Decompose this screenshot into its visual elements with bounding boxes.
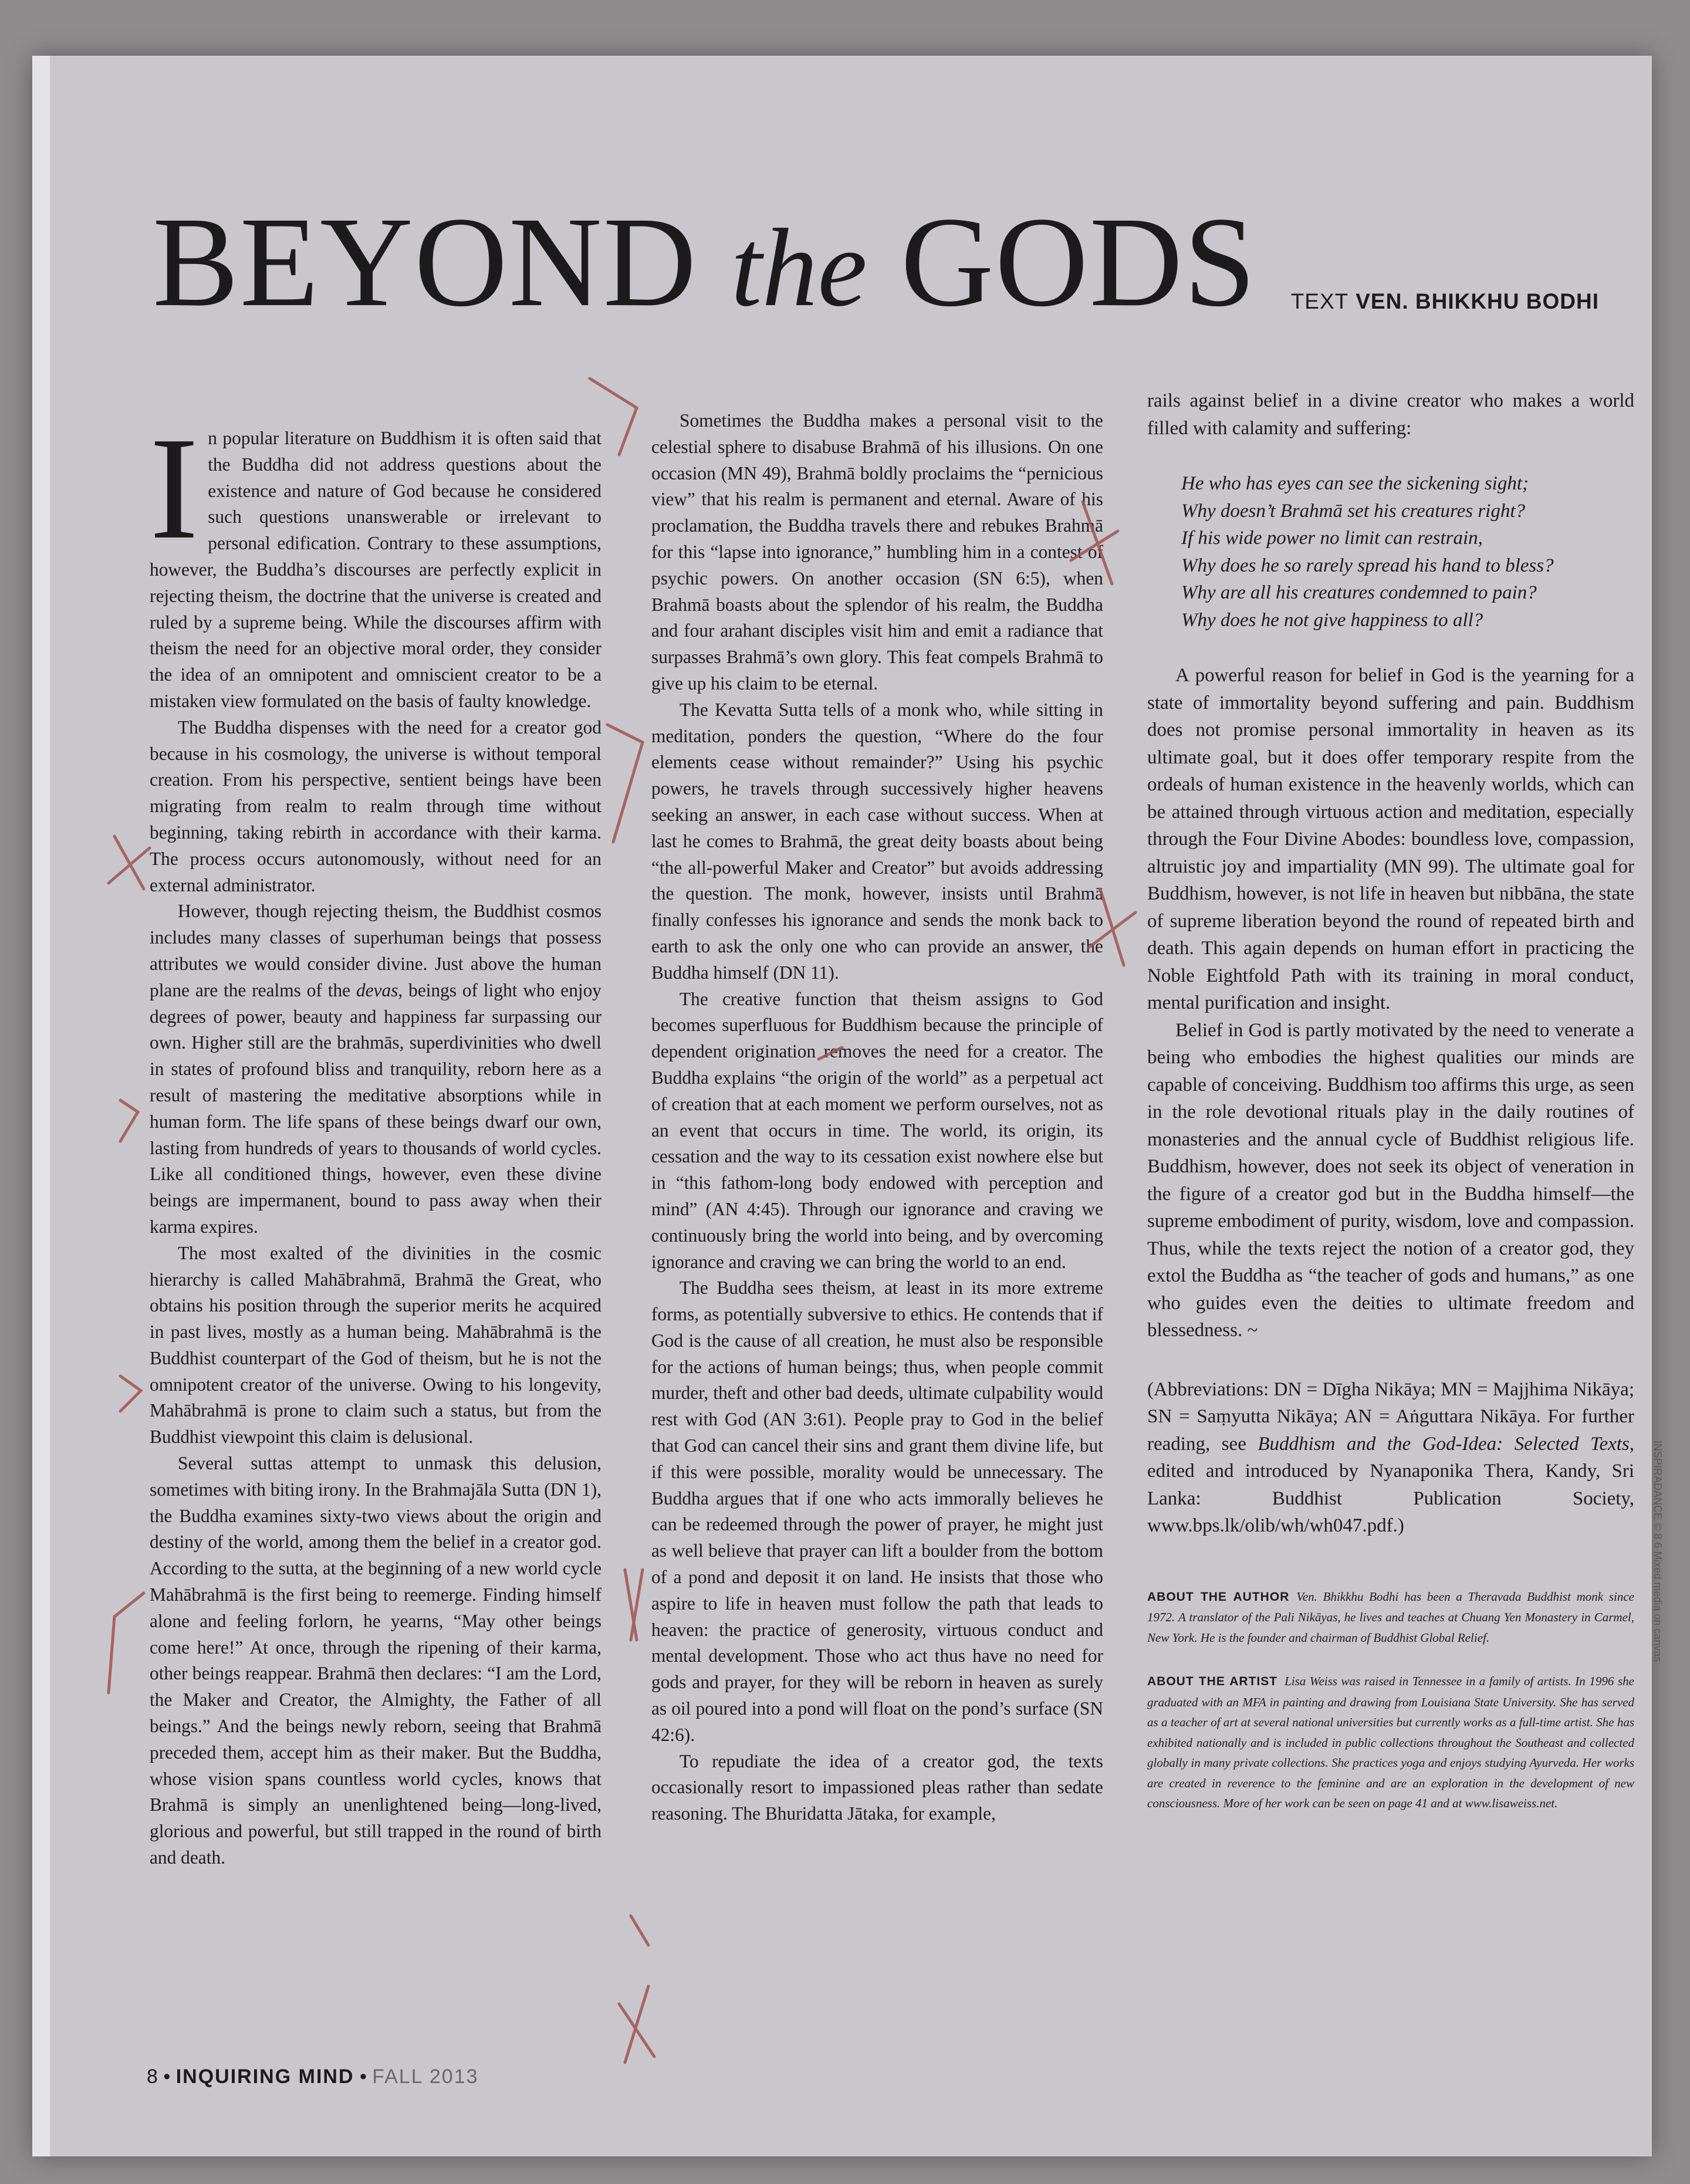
issue-season: FALL 2013 <box>372 2065 479 2088</box>
pencil-mark <box>120 1376 141 1411</box>
paragraph: The creative function that theism assigns to God becomes superfluous for Buddhism because the principle of dependent origination removes the need for a creator. The Buddha explains “the origin of the world” as a perpetual act of creation that at each moment we perform ourselves, not as an event that occurs in time. The world, its origin, its cessation and the way to its cessation exist nowhere else but in “this fathom-long body endowed with perception and mind” (AN 4:45). Through our ignorance and craving we continuously bring the world into being, and by overcoming ignorance and craving we can bring the world to an end. <box>651 988 1103 1272</box>
paragraph <box>1147 1376 1634 1540</box>
about-artist-label: ABOUT THE ARTIST <box>1147 1675 1278 1688</box>
end-mark: ~ <box>1247 1320 1258 1341</box>
artwork-caption-text: INSPIRADANCE © 8 6 Mixed media on canvas <box>1652 1441 1664 1662</box>
pencil-mark <box>607 725 643 842</box>
about-artist <box>1147 1671 1634 1814</box>
article-column-1 <box>150 407 601 1871</box>
poem-line: If his wide power no limit can restrain, <box>1181 528 1483 549</box>
paragraph-text: , beings of light who enjoy degrees of power, beauty and happiness far surpassing our own. Higher still are the brahmās, superdivinities who dwell in states of profound bliss and tranquility, reborn here as a result of mastering the meditative absorptions while in human form. The life spans of these beings dwarf our own, lasting from hundreds of years to thousands of world cycles. Like all conditioned things, however, even these divine beings are impermanent, bound to pass away when their karma expires. <box>150 979 601 1237</box>
paragraph-text: However, though rejecting theism, the Buddhist cosmos includes many classes of superhuman beings that possess attributes we would consider divine. Just above the human plane are the realms of the <box>150 901 601 1000</box>
footer-separator: • <box>163 2065 171 2088</box>
abbreviations-note <box>1147 1376 1634 1540</box>
poem-line: Why doesn’t Brahmā set his creatures right? <box>1181 500 1525 522</box>
pencil-mark <box>625 1570 643 1640</box>
paragraph <box>150 898 601 1240</box>
pencil-mark <box>109 1593 144 1693</box>
poem-line: He who has eyes can see the sickening sight; <box>1181 473 1529 494</box>
paragraph: The Buddha sees theism, at least in its more extreme forms, as potentially subversive to ethics. He contends that if God is the cause of all creation, he must also be responsible for the actions of human beings; thus, when people commit murder, theft and other bad deeds, ultimate culpability would rest with God (AN 3:61). People pray to God in the belief that God can cancel their sins and grant them divine life, but if this were possible, morality would be unnecessary. The Buddha argues that if one who acts immorally believes he can be redeemed through the power of prayer, he might just as well believe that prayer can lift a boulder from the bottom of a pond and deposit it on land. He insists that those who aspire to life in heaven must follow the path that leads to heaven: the practice of generosity, virtuous conduct and mental development. Those who act thus have no need for gods and prayer, for they will be reborn in heaven as surely as oil poured into a pond will float on the pond’s surface (SN 42:6). <box>651 1277 1103 1745</box>
abbr-text: (Abbreviations: DN = Dīgha Nikāya; MN = Majjhima Nikāya; SN = Saṃyutta Nikāya; AN = Aṅguttara Nikāya. For further reading, see <box>1147 1378 1634 1455</box>
poem-quote <box>1181 470 1634 634</box>
title-part-the: the <box>731 207 867 330</box>
paragraph: A powerful reason for belief in God is the yearning for a state of immortality beyond suffering and pain. Buddhism does not promise personal immortality in heaven as its ultimate goal, but it does offer temporary respite from the ordeals of human existence in the heavenly worlds, which can be attained through virtuous action and meditation, especially through the Four Divine Abodes: boundless love, compassion, altruistic joy and impartiality (MN 99). The ultimate goal for Buddhism, however, is not life in heaven but nibbāna, the state of supreme liberation beyond the round of repeated birth and death. This again depends on human effort in practicing the Noble Eightfold Path with its training in moral conduct, mental purification and insight. <box>1147 665 1634 1013</box>
paragraph: The most exalted of the divinities in the cosmic hierarchy is called Mahābrahmā, Brahmā the Great, who obtains his position through the superior merits he acquired in past lives, mostly as a human being. Mahābrahmā is the Buddhist counterpart of the God of theism, but he is not the omnipotent creator of the universe. Owing to his longevity, Mahābrahmā is prone to claim such a status, but from the Buddhist viewpoint this claim is delusional. <box>150 1242 601 1448</box>
paragraph: The Buddha dispenses with the need for a creator god because in his cosmology, the universe is without temporal creation. From his perspective, sentient beings have been migrating from realm to realm through time without beginning, taking rebirth in accordance with their karma. The process occurs autonomously, without need for an external administrator. <box>150 716 601 895</box>
paragraph: To repudiate the idea of a creator god, the texts occasionally resort to impassioned pleas rather than sedate reasoning. The Bhuridatta Jātaka, for example, <box>651 1750 1103 1824</box>
pencil-mark <box>120 1100 138 1141</box>
paragraph: Several suttas attempt to unmask this delusion, sometimes with biting irony. In the Brahmajāla Sutta (DN 1), the Buddha examines sixty-two views about the origin and destiny of the world, among them the belief in a creator god. According to the sutta, at the beginning of a new world cycle Mahābrahmā is the first being to reemerge. Finding himself alone and feeling forlorn, he yearns, “May other beings come here!” At once, through the ripening of their karma, other beings reappear. Brahmā then declares: “I am the Lord, the Maker and Creator, the Almighty, the Father of all beings.” And the beings newly reborn, seeing that Brahmā preceded them, accept him as their maker. But the Buddha, whose vision spans countless world cycles, knows that Brahmā is simply an unenlightened being—long-lived, glorious and powerful, but still trapped in the round of birth and death. <box>150 1453 601 1868</box>
pencil-mark <box>619 1916 654 2063</box>
about-author-label: ABOUT THE AUTHOR <box>1147 1590 1290 1604</box>
poem-line: Why are all his creatures condemned to pain? <box>1181 582 1537 603</box>
book-title: Buddhism and the God-Idea: Selected Texts <box>1258 1433 1630 1455</box>
paragraph <box>1147 1017 1634 1344</box>
drop-cap: I <box>150 407 199 570</box>
abbr-text: , edited and introduced by Nyanaponika Thera, Kandy, Sri Lanka: Buddhist Publication Society, www.bps.lk/olib/wh/wh047.pdf.) <box>1147 1433 1634 1536</box>
italic-term: devas <box>356 979 398 1000</box>
page-footer <box>147 2065 479 2088</box>
byline <box>1291 289 1599 314</box>
paragraph-text: n popular literature on Buddhism it is often said that the Buddha did not address questions about the existence and nature of God because he considered such questions unanswerable or irrelevant to personal edification. Contrary to these assumptions, however, the Buddha’s discourses are perfectly explicit in rejecting theism, the doctrine that the universe is created and ruled by a supreme being. While the discourses affirm with theism the need for an objective moral order, they consider the idea of an omnipotent and omniscient creator to be a mistaken view formulated on the basis of faulty knowledge. <box>150 428 601 711</box>
magazine-page <box>32 56 1664 2156</box>
paragraph: Sometimes the Buddha makes a personal visit to the celestial sphere to disabuse Brahmā of his illusions. On one occasion (MN 49), Brahmā boldly proclaims the “pernicious view” that his realm is permanent and eternal. Aware of his proclamation, the Buddha travels there and rebukes Brahmā for this “lapse into ignorance,” humbling him in a contest of psychic powers. On another occasion (SN 6:5), when Brahmā boasts about the splendor of his realm, the Buddha and four arahant disciples visit him and emit a radiance that surpasses Brahmā’s own glory. This feat compels Brahmā to give up his claim to be eternal. <box>651 410 1103 694</box>
article-column-2 <box>651 408 1103 1827</box>
byline-label: TEXT <box>1290 289 1349 313</box>
about-author <box>1147 1587 1634 1648</box>
article-column-3 <box>1147 387 1634 1837</box>
about-artist-text: Lisa Weiss was raised in Tennessee in a family of artists. In 1996 she graduated with an MFA in painting and drawing from Louisiana State University. She has served as a teacher of art at several national universities but currently works as a full-time artist. She has exhibited nationally and is included in public collections throughout the Southeast and collected globally in many private collections. She practices yoga and enjoys studying Ayurveda. Her works are created in reverence to the feminine and are an exploration in the development of new consciousness. More of her work can be seen on page 41 and at www.lisaweiss.net. <box>1147 1674 1634 1810</box>
article-title <box>153 188 1257 336</box>
poem-line: Why does he so rarely spread his hand to bless? <box>1181 555 1554 576</box>
title-part-beyond: BEYOND <box>153 190 731 333</box>
paragraph: rails against belief in a divine creator who makes a world filled with calamity and suffering: <box>1147 390 1634 439</box>
poem-line: Why does he not give happiness to all? <box>1181 609 1483 631</box>
paragraph <box>150 407 601 715</box>
paragraph-text: Belief in God is partly motivated by the need to venerate a being who embodies the highest qualities our minds are capable of conceiving. Buddhism too affirms this urge, as seen in the role devotional rituals play in the daily routines of monasteries and the annual cycle of Buddhist religious life. Buddhism, however, does not seek its object of veneration in the figure of a creator god but in the Buddha himself—the supreme embodiment of purity, wisdom, love and compassion. Thus, while the texts reject the notion of a creator god, they extol the Buddha as “the teacher of gods and humans,” as one who guides even the deities to ultimate freedom and blessedness. <box>1147 1019 1634 1341</box>
magazine-name: INQUIRING MIND <box>175 2065 354 2088</box>
byline-author: VEN. BHIKKHU BODHI <box>1356 289 1599 313</box>
page-number: 8 <box>147 2065 158 2088</box>
footer-separator: • <box>359 2065 367 2088</box>
bio-section <box>1147 1587 1634 1814</box>
pencil-mark <box>109 836 150 889</box>
paragraph: The Kevatta Sutta tells of a monk who, while sitting in meditation, ponders the question, “Where do the four elements cease without remainder?” Using his psychic powers, he travels through successively higher heavens seeking an answer, in each case without success. When at last he comes to Brahmā, the great deity boasts about being “the all-powerful Maker and Creator” but avoids addressing the question. The monk, however, insists until Brahmā finally confesses his ignorance and sends the monk back to earth to ask the only one who can provide an answer, the Buddha himself (DN 11). <box>651 699 1103 983</box>
about-author-text: Ven. Bhikkhu Bodhi has been a Theravada Buddhist monk since 1972. A translator of the Pali Nikāyas, he lives and teaches at Chuang Yen Monastery in Carmel, New York. He is the founder and chairman of Buddhist Global Relief. <box>1147 1589 1634 1645</box>
title-part-gods: GODS <box>867 190 1257 333</box>
artwork-caption <box>1646 1441 1669 1851</box>
